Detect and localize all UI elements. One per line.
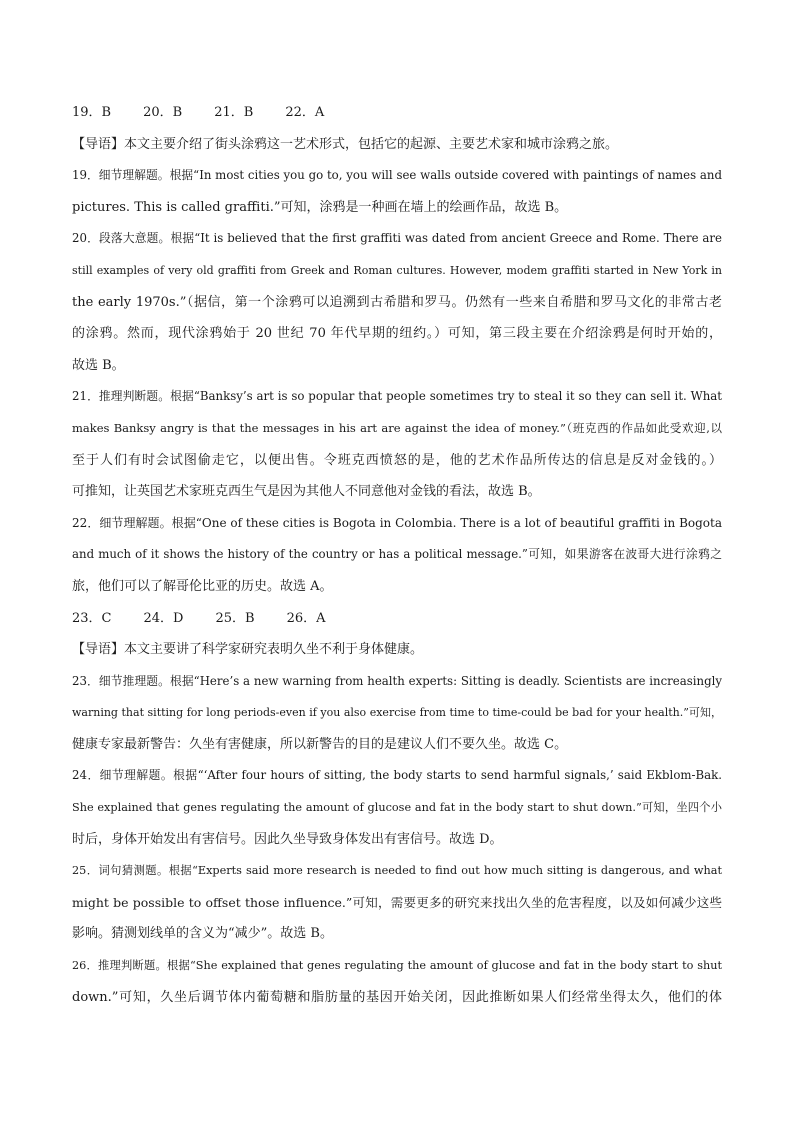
explanation-21-line: 至于人们有时会试图偷走它，以便出售。令班克西愤怒的是，他的艺术作品所传达的信息是反对金钱的。）	[72, 452, 722, 468]
explanation-24-line: 24．细节理解题。根据“‘After four hours of sitting, the body starts to send harmful signals,’ said Ekblom-Bak.	[72, 768, 722, 783]
answer-19: 19．B	[72, 105, 112, 120]
explanation-24-line: She explained that genes regulating the amount of glucose and fat in the body start to shut down.”可知，坐四个小	[72, 801, 722, 815]
explanation-19-line: pictures. This is called graffiti.”可知，涂鸦是一种画在墙上的绘画作品，故选 B。	[72, 199, 568, 215]
explanation-26-line: down.”可知，久坐后调节体内葡萄糖和脂肪量的基因开始关闭，因此推断如果人们经常坐得太久，他们的体	[72, 989, 722, 1005]
explanation-20-line: 故选 B。	[72, 357, 125, 373]
explanation-21-line: 21．推理判断题。根据“Banksy’s art is so popular that people sometimes try to steal it so they can sell it. What	[72, 389, 722, 404]
answer-row-19-22	[72, 97, 722, 129]
explanation-20-line: still examples of very old graffiti from Greek and Roman cultures. However, modem graffiti started in New York in	[72, 263, 722, 277]
explanation-20-line: the early 1970s.”（据信，第一个涂鸦可以追溯到古希腊和罗马。仍然有一些来自希腊和罗马文化的非常古老	[72, 294, 722, 310]
explanation-22-line: 旅，他们可以了解哥伦比亚的历史。故选 A。	[72, 578, 333, 594]
answer-key-page	[72, 97, 722, 1013]
answer-23: 23．C	[72, 610, 112, 626]
explanation-22-line: and much of it shows the history of the country or has a political message.”可知，如果游客在波哥大进行涂鸦之	[72, 547, 722, 562]
explanation-25-line: might be possible to offset those influence.”可知，需要更多的研究来找出久坐的危害程度，以及如何减少这些	[72, 894, 722, 910]
answer-row-23-26	[72, 603, 722, 635]
answer-22: 22．A	[285, 105, 325, 120]
guide-passage-2: 【导语】本文主要讲了科学家研究表明久坐不利于身体健康。	[72, 642, 424, 658]
explanation-19-line: 19．细节理解题。根据“In most cities you go to, you will see walls outside covered with paintings of names and	[72, 168, 722, 183]
explanation-25-line: 影响。猜测划线单的含义为“减少”。故选 B。	[72, 926, 333, 942]
guide-passage-1: 【导语】本文主要介绍了街头涂鸦这一艺术形式，包括它的起源、主要艺术家和城市涂鸦之旅。	[72, 136, 619, 152]
explanation-23-line: 23．细节推理题。根据“Here’s a new warning from health experts: Sitting is deadly. Scientists are increasingly	[72, 673, 722, 688]
explanation-26-line: 26．推理判断题。根据“She explained that genes regulating the amount of glucose and fat in the body start to shut	[72, 959, 722, 973]
explanation-25-line: 25．词句猜测题。根据“Experts said more research is needed to find out how much sitting is dangerous, and what	[72, 864, 722, 878]
explanation-20-line: 的涂鸦。然而，现代涂鸦始于 20 世纪 70 年代早期的纽约。）可知，第三段主要在介绍涂鸦是何时开始的，	[72, 326, 722, 342]
explanation-20-line: 20．段落大意题。根据“It is believed that the first graffiti was dated from ancient Greece and Rome. There are	[72, 231, 722, 246]
explanation-24-line: 时后，身体开始发出有害信号。因此久坐导致身体发出有害信号。故选 D。	[72, 831, 503, 847]
explanation-22-line: 22．细节理解题。根据“One of these cities is Bogota in Colombia. There is a lot of beautiful graffiti in Bogota	[72, 515, 722, 530]
explanation-23-line: 健康专家最新警告：久坐有害健康，所以新警告的目的是建议人们不要久坐。故选 C。	[72, 736, 568, 752]
explanation-21-line: 可推知，让英国艺术家班克西生气是因为其他人不同意他对金钱的看法，故选 B。	[72, 484, 541, 500]
explanation-21-line: makes Banksy angry is that the messages in his art are against the idea of money.”（班克西的作品如此受欢迎,以	[72, 420, 722, 435]
explanation-23-line: warning that sitting for long periods-even if you also exercise from time to time-could be bad for your health.”可知，	[72, 706, 722, 720]
answer-25: 25．B	[215, 610, 255, 626]
answer-26: 26．A	[286, 610, 326, 626]
answer-21: 21．B	[214, 105, 254, 120]
answer-24: 24．D	[143, 610, 184, 626]
answer-20: 20．B	[143, 105, 183, 120]
